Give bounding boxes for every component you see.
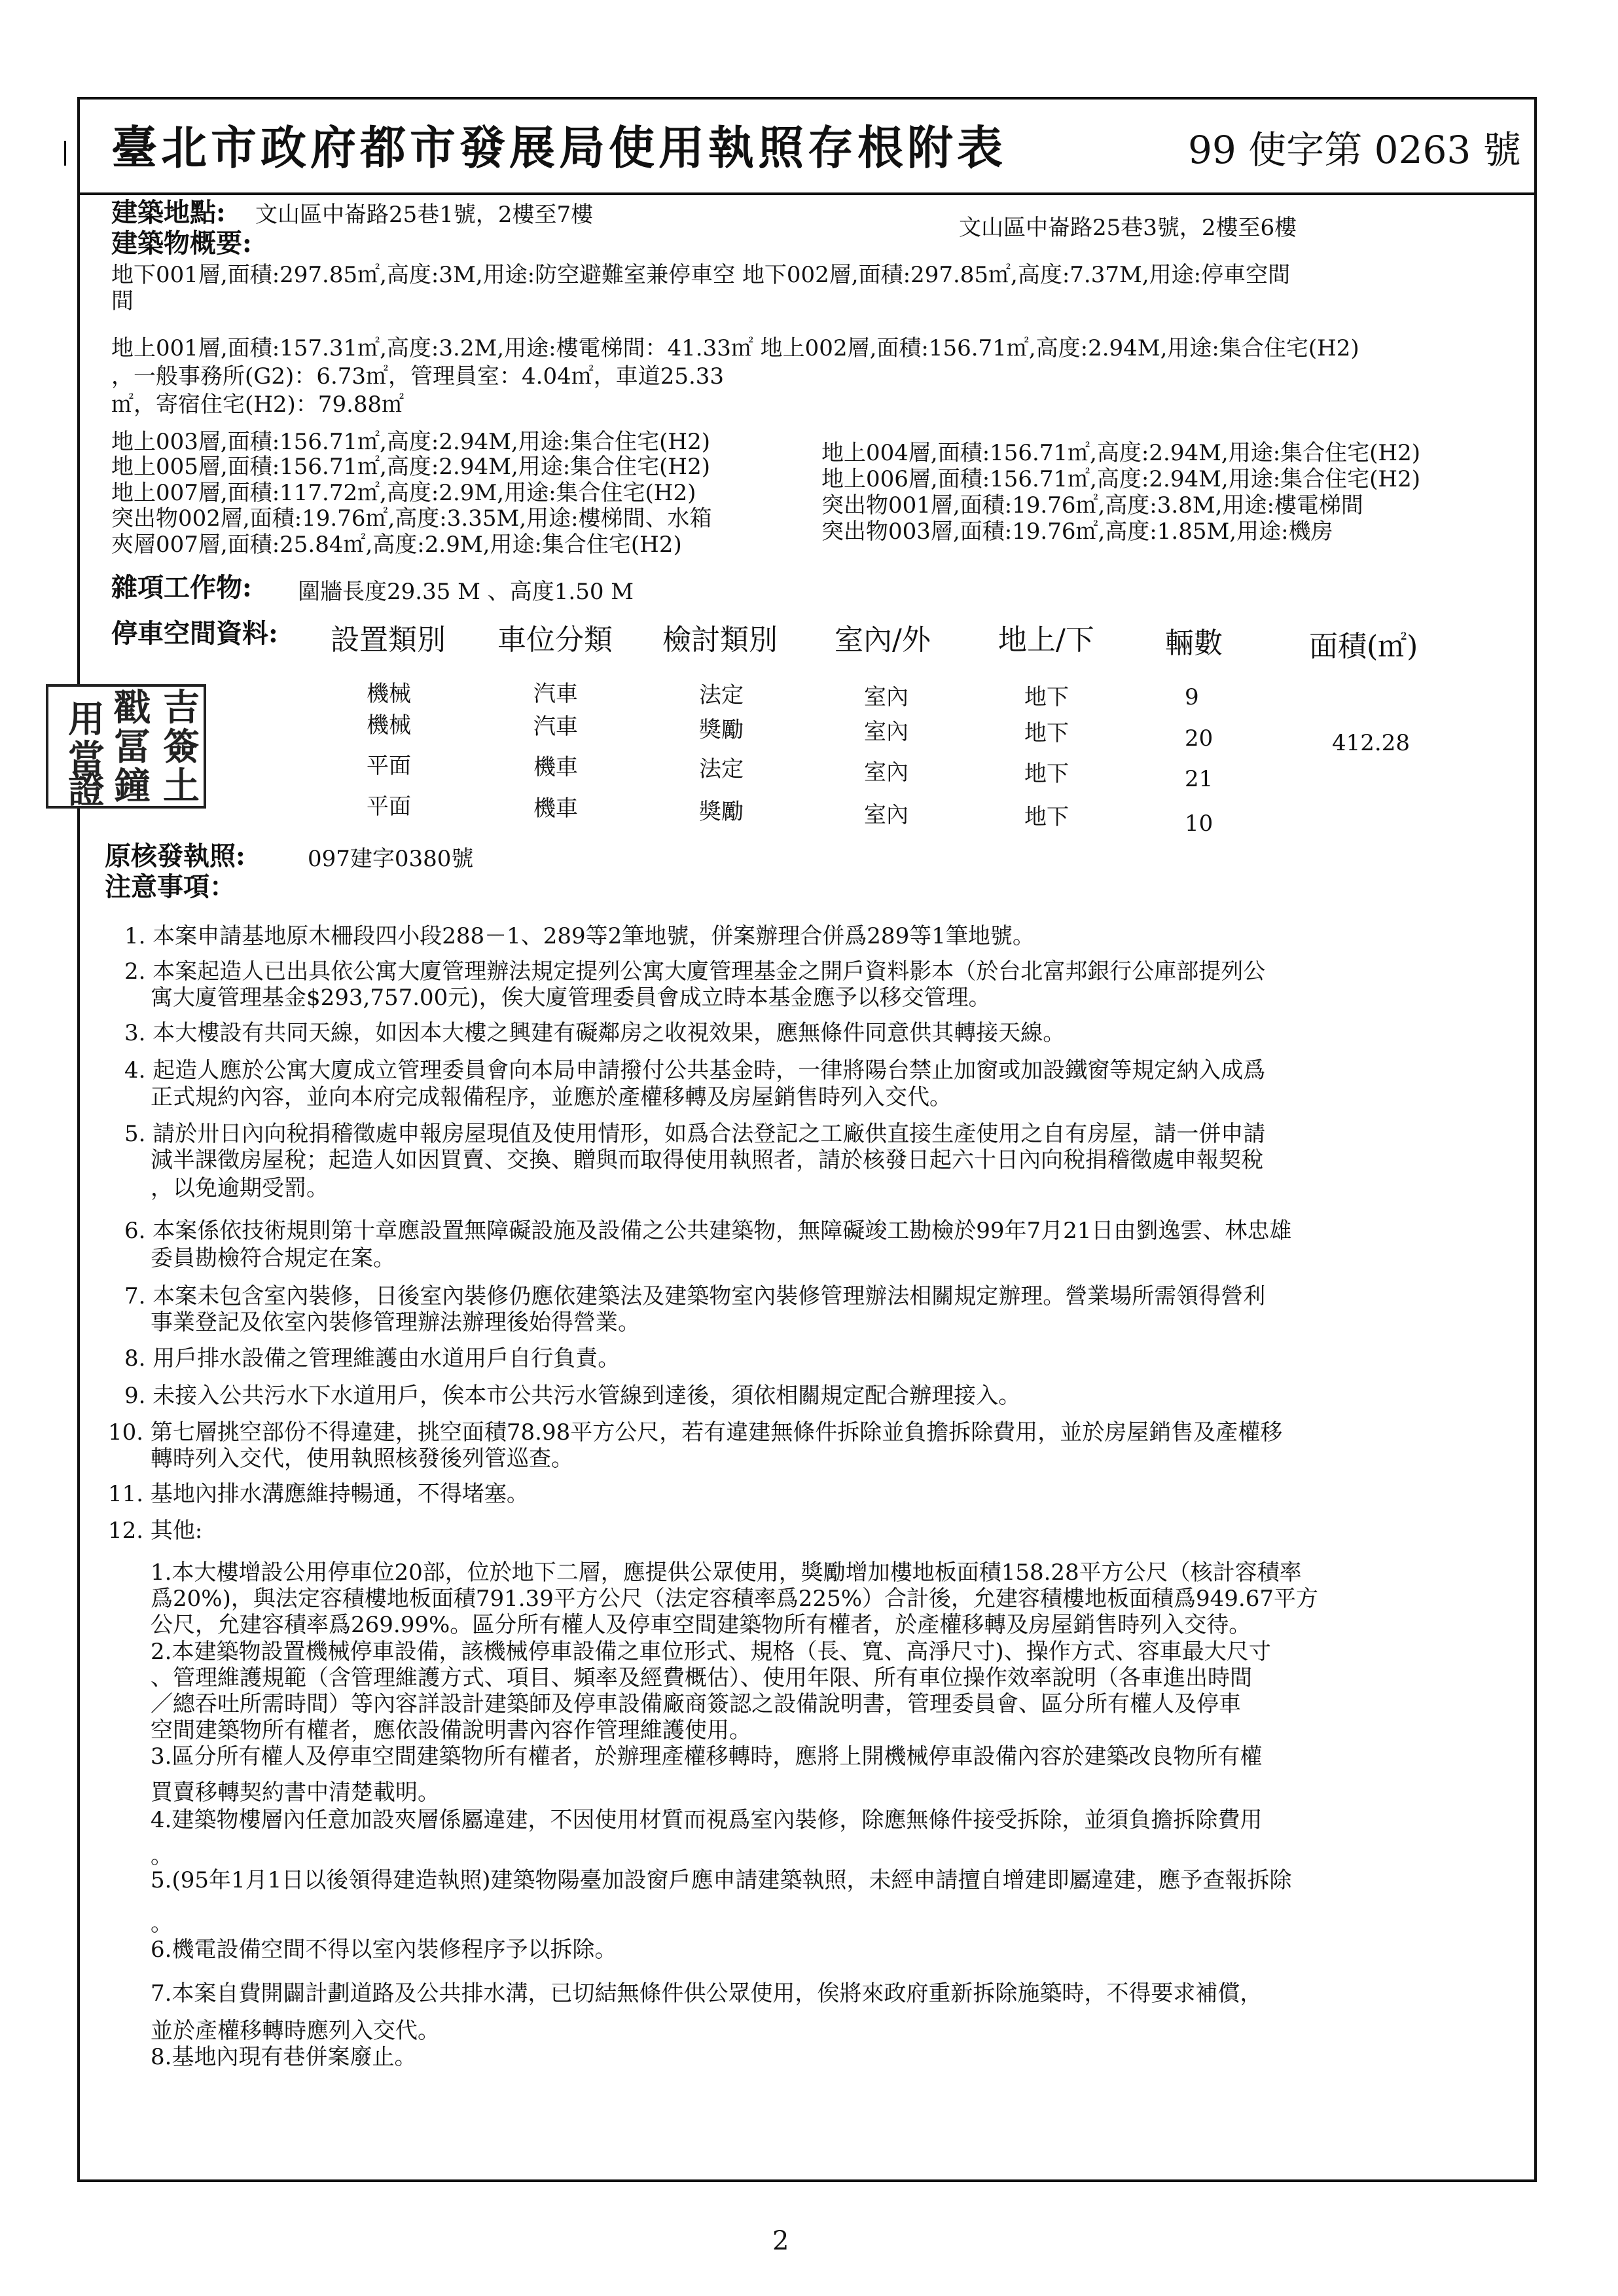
note-line: 6. 本案係依技術規則第十章應設置無障礙設施及設備之公共建築物，無障礙竣工勘檢於99年7月21日由劉逸雲、林忠雄 — [124, 1218, 1292, 1244]
parking-header: 設置類別 — [331, 623, 446, 657]
page-number: 2 — [772, 2226, 789, 2256]
parking-cell: 平面 — [367, 793, 411, 820]
overview-right: 突出物001層,面積:19.76㎡,高度:3.8M,用途:樓電梯間 — [821, 492, 1363, 519]
parking-header: 面積(㎡) — [1309, 630, 1418, 663]
parking-cell: 室內 — [864, 759, 908, 786]
parking-area: 412.28 — [1332, 730, 1410, 756]
note-line: 空間建築物所有權者，應依設備說明書內容作管理維護使用。 — [151, 1717, 751, 1743]
overview-left: 地上005層,面積:156.71㎡,高度:2.94M,用途:集合住宅(H2) — [111, 454, 710, 480]
parking-cell: 地下 — [1024, 720, 1069, 746]
note-line: 2.本建築物設置機械停車設備，該機械停車設備之車位形式、規格（長、寬、高淨尺寸)、操作方式、容車最大尺寸 — [151, 1639, 1271, 1665]
note-line: 11. 基地內排水溝應維持暢通，不得堵塞。 — [108, 1481, 529, 1507]
seal-char: 簽 — [163, 725, 200, 769]
parking-cell: 9 — [1185, 684, 1199, 710]
note-line: 買賣移轉契約書中清楚載明。 — [151, 1779, 440, 1806]
note-line: 事業登記及依室內裝修管理辦法辦理後始得營業。 — [151, 1309, 640, 1336]
address-label: 建築地點: — [111, 197, 226, 228]
note-line: 8. 用戶排水設備之管理維護由水道用戶自行負責。 — [124, 1345, 620, 1372]
overview-left: 地上003層,面積:156.71㎡,高度:2.94M,用途:集合住宅(H2) — [111, 429, 710, 455]
note-line: 寓大廈管理基金$293,757.00元)，俟大廈管理委員會成立時本基金應予以移交管理。 — [151, 985, 991, 1011]
parking-cell: 地下 — [1024, 761, 1069, 787]
parking-cell: 室內 — [864, 684, 908, 710]
note-line: ／總吞吐所需時間）等內容詳設計建築師及停車設備廠商簽認之設備說明書，管理委員會、區分所有權人及停車 — [151, 1691, 1241, 1717]
address-2: 文山區中崙路25巷3號，2樓至6樓 — [959, 215, 1297, 241]
note-line: 、管理維護規範（含管理維護方式、項目、頻率及經費概估）、使用年限、所有車位操作效率說明（各車進出時間 — [151, 1665, 1252, 1691]
parking-cell: 法定 — [699, 682, 744, 708]
seal-char: 用 — [68, 698, 105, 741]
seal-char: 鐘 — [114, 765, 151, 808]
parking-cell: 機械 — [367, 681, 411, 707]
parking-header: 地上/下 — [998, 623, 1094, 657]
note-line: 3.區分所有權人及停車空間建築物所有權者，於辦理產權移轉時，應將上開機械停車設備內容於建築改良物所有權 — [151, 1743, 1263, 1770]
note-line: 12. 其他: — [108, 1518, 203, 1544]
parking-header: 檢討類別 — [662, 623, 778, 657]
seal-char: 當 — [68, 737, 105, 780]
margin-mark — [64, 141, 66, 166]
note-line: 減半課徵房屋稅；起造人如因買賣、交換、贈與而取得使用執照者，請於核發日起六十日內向稅捐稽徵處申報契稅 — [151, 1147, 1263, 1173]
parking-header: 室內/外 — [835, 623, 931, 657]
parking-cell: 地下 — [1024, 804, 1069, 830]
misc-label: 雜項工作物: — [111, 572, 252, 603]
note-line: 10. 第七層挑空部份不得違建，挑空面積78.98平方公尺，若有違建無條件拆除並負擔拆除費用，並於房屋銷售及產權移 — [108, 1419, 1283, 1446]
note-line: 4. 起造人應於公寓大廈成立管理委員會向本局申請撥付公共基金時，一律將陽台禁止加窗或加設鐵窗等規定納入成爲 — [124, 1057, 1266, 1084]
parking-cell: 機械 — [367, 712, 411, 738]
overview-line: ㎡，寄宿住宅(H2)：79.88㎡ — [111, 392, 404, 418]
parking-cell: 10 — [1185, 811, 1214, 837]
note-line: 7.本案自費開闢計劃道路及公共排水溝，已切結無條件供公眾使用，俟將來政府重新拆除施築時，不得要求補償， — [151, 1980, 1263, 2007]
parking-label: 停車空間資料: — [111, 618, 278, 649]
overview-right: 地上006層,面積:156.71㎡,高度:2.94M,用途:集合住宅(H2) — [821, 466, 1420, 492]
note-line: 8.基地內現有巷併案廢止。 — [151, 2044, 417, 2070]
parking-cell: 獎勵 — [699, 717, 744, 743]
note-line: 1.本大樓增設公用停車位20部，位於地下二層，應提供公眾使用，獎勵增加樓地板面積158.28平方公尺（核計容積率 — [151, 1559, 1302, 1586]
parking-cell: 汽車 — [533, 714, 578, 740]
original-permit-value: 097建字0380號 — [308, 846, 474, 872]
note-line: 。 — [151, 1843, 173, 1869]
overview-left: 突出物002層,面積:19.76㎡,高度:3.35M,用途:樓梯間、水箱 — [111, 505, 712, 532]
overview-label: 建築物概要: — [111, 228, 252, 259]
parking-cell: 室內 — [864, 802, 908, 828]
parking-header: 輛數 — [1165, 627, 1223, 660]
note-line: 公尺，允建容積率爲269.99%。區分所有權人及停車空間建築物所有權者，於產權移轉及房屋銷售時列入交待。 — [151, 1612, 1251, 1638]
note-line: 5. 請於卅日內向稅捐稽徵處申報房屋現值及使用情形，如爲合法登記之工廠供直接生產使用之自有房屋，請一併申請 — [124, 1121, 1266, 1147]
parking-cell: 獎勵 — [699, 799, 744, 825]
parking-cell: 室內 — [864, 719, 908, 745]
parking-cell: 機車 — [533, 754, 578, 780]
overview-right: 突出物003層,面積:19.76㎡,高度:1.85M,用途:機房 — [821, 519, 1333, 545]
note-line: 委員勘檢符合規定在案。 — [151, 1245, 395, 1271]
parking-header: 車位分類 — [497, 623, 613, 657]
misc-value: 圍牆長度29.35 M 、高度1.50 M — [298, 579, 634, 605]
note-line: ，以免逾期受罰。 — [151, 1175, 329, 1201]
parking-cell: 地下 — [1024, 684, 1069, 710]
note-line: 5.(95年1月1日以後領得建造執照)建築物陽臺加設窗戶應申請建築執照，未經申請擅自增建即屬違建，應予查報拆除 — [151, 1867, 1292, 1893]
parking-cell: 汽車 — [533, 681, 578, 707]
note-line: 正式規約內容，並向本府完成報備程序，並應於產權移轉及房屋銷售時列入交代。 — [151, 1084, 952, 1110]
note-line: 9. 未接入公共污水下水道用戶，俟本市公共污水管線到達後，須依相關規定配合辦理接入。 — [124, 1383, 1021, 1409]
page-title: 臺北市政府都市發展局使用執照存根附表 — [111, 120, 1007, 175]
parking-cell: 平面 — [367, 753, 411, 779]
note-line: 。 — [151, 1910, 173, 1937]
note-line: 並於產權移轉時應列入交代。 — [151, 2018, 440, 2044]
notes-label: 注意事項： — [105, 871, 236, 902]
seal-char: 吉 — [163, 686, 200, 729]
note-line: 7. 本案未包含室內裝修，日後室內裝修仍應依建築法及建築物室內裝修管理辦法相關規定辦理。營業場所需領得營利 — [124, 1283, 1266, 1309]
note-line: 轉時列入交代，使用執照核發後列管巡查。 — [151, 1446, 573, 1472]
original-permit-label: 原核發執照: — [105, 841, 245, 871]
note-line: 1. 本案申請基地原木柵段四小段288－1、289等2筆地號，併案辦理合併爲289等1筆地號。 — [124, 923, 1035, 949]
overview-line: 地下001層,面積:297.85㎡,高度:3M,用途:防空避難室兼停車空 地下002層,面積:297.85㎡,高度:7.37M,用途:停車空間 — [111, 262, 1291, 288]
seal-char: 冨 — [114, 725, 151, 769]
seal-char: 土 — [163, 765, 200, 808]
overview-line: ，一般事務所(G2)：6.73㎡，管理員室：4.04㎡，車道25.33 — [111, 363, 725, 390]
overview-right: 地上004層,面積:156.71㎡,高度:2.94M,用途:集合住宅(H2) — [821, 440, 1420, 466]
seal-char: 證 — [68, 769, 105, 812]
parking-cell: 20 — [1185, 725, 1214, 752]
note-line: 4.建築物樓層內任意加設夾層係屬違建，不因使用材質而視爲室內裝修，除應無條件接受拆除，並須負擔拆除費用 — [151, 1807, 1263, 1833]
note-line: 6.機電設備空間不得以室內裝修程序予以拆除。 — [151, 1937, 617, 1963]
note-line: 2. 本案起造人已出具依公寓大廈管理辦法規定提列公寓大廈管理基金之開戶資料影本（於台北富邦銀行公庫部提列公 — [124, 958, 1266, 985]
parking-cell: 21 — [1185, 766, 1214, 792]
parking-cell: 機車 — [533, 795, 578, 822]
official-seal — [46, 684, 206, 812]
overview-line: 間 — [111, 288, 134, 314]
note-line: 爲20%)，與法定容積樓地板面積791.39平方公尺（法定容積率爲225%）合計後，允建容積樓地板面積爲949.67平方 — [151, 1586, 1318, 1612]
parking-cell: 法定 — [699, 756, 744, 782]
note-line: 3. 本大樓設有共同天線，如因本大樓之興建有礙鄰房之收視效果，應無條件同意供其轉接天線。 — [124, 1020, 1066, 1046]
permit-number: 99 使字第 0263 號 — [1188, 128, 1521, 172]
seal-char: 戳 — [114, 686, 151, 729]
overview-left: 夾層007層,面積:25.84㎡,高度:2.9M,用途:集合住宅(H2) — [111, 532, 682, 558]
overview-left: 地上007層,面積:117.72㎡,高度:2.9M,用途:集合住宅(H2) — [111, 480, 696, 506]
address-1: 文山區中崙路25巷1號，2樓至7樓 — [255, 202, 594, 228]
overview-line: 地上001層,面積:157.31㎡,高度:3.2M,用途:樓電梯間：41.33㎡ 地上002層,面積:156.71㎡,高度:2.94M,用途:集合住宅(H2) — [111, 335, 1359, 361]
